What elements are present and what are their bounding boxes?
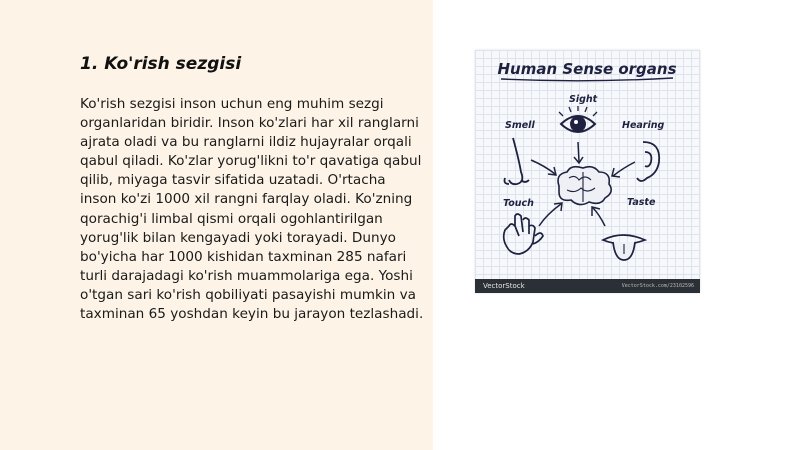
sense-organs-illustration [475,50,700,293]
vectorstock-id: VectorStock.com/23102596 [621,283,694,289]
illustration-title: Human Sense organs [497,60,677,78]
nose-icon [505,138,530,184]
illustration-footer [475,279,700,293]
label-hearing: Hearing [622,120,665,131]
label-touch: Touch [503,198,534,209]
label-taste: Taste [627,197,656,208]
slide-paragraph: Ko'rish sezgisi inson uchun eng muhim sezgi organlaridan biridir. Inson ko'zlari har xil ranglarni ajrata oladi va bu ranglarni ildiz hujayralar orqali qabul qiladi. Ko'zlar yorug'likni to'r qavatiga qabul qilib, miyaga tasvir sifatida uzatadi. O'rtacha inson ko'zi 1000 xil rangni farqlay oladi. Ko'zning qorachig'i limbal qismi orqali ogohlantirilgan yorug'lik bilan kengayadi yoki torayadi. Dunyo bo'yicha har 1000 kishidan taxminan 285 nafari turli darajadagi ko'rish muammolariga ega. Yoshi o'tgan sari ko'rish qobiliyati pasayishi mumkin va taxminan 65 yoshdan keyin bu jarayon tezlashadi. [80,96,424,323]
slide-heading: 1. Ko'rish sezgisi [80,54,242,74]
label-sight: Sight [569,94,598,105]
hand-icon [504,214,543,254]
brain-icon [558,167,611,205]
vectorstock-logo: VectorStock [483,282,525,290]
sense-organs-drawing [475,50,700,293]
ear-icon [637,142,659,181]
eye-icon [559,106,597,132]
label-smell: Smell [505,120,535,131]
mouth-icon [603,235,645,260]
